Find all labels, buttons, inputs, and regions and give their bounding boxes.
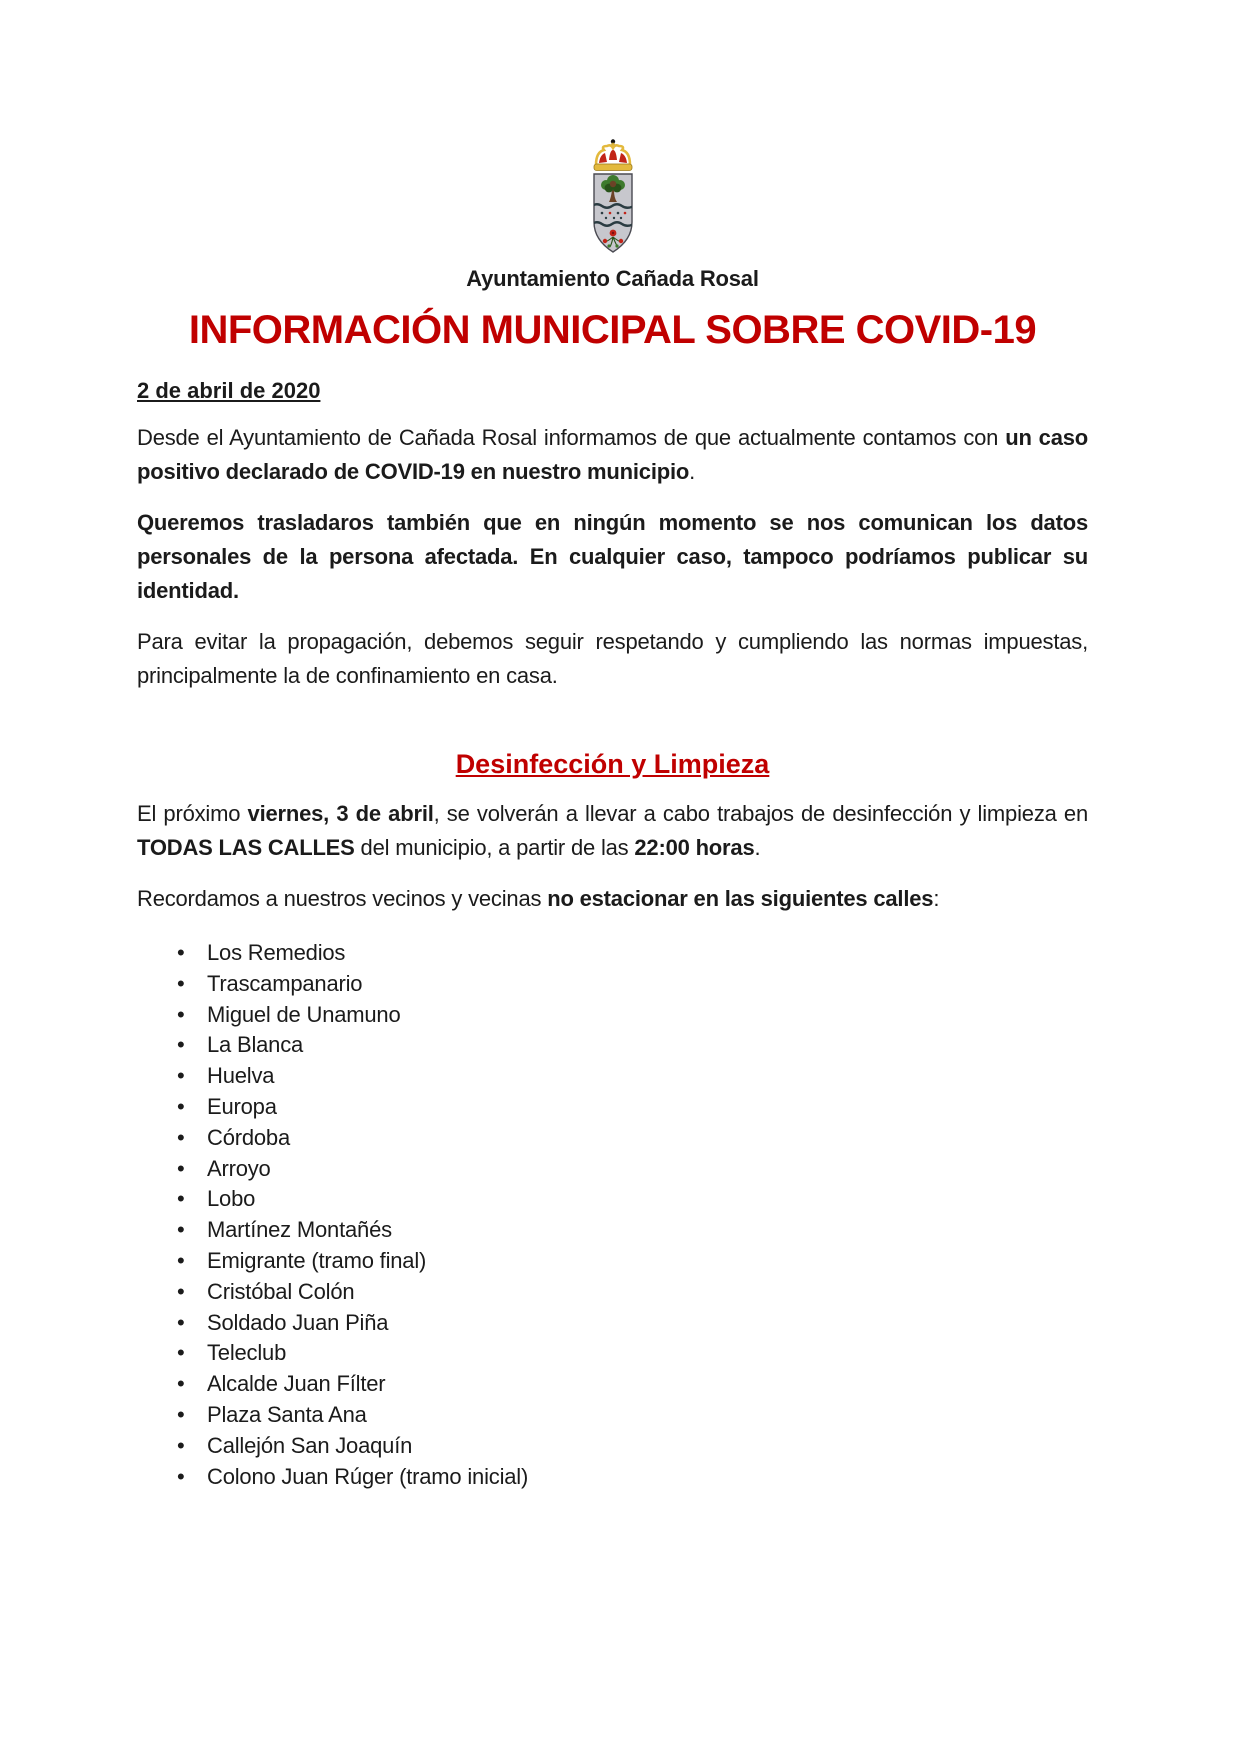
street-name: Colono Juan Rúger (tramo inicial) <box>207 1463 529 1489</box>
coat-of-arms <box>563 138 663 256</box>
document-header <box>137 138 1088 352</box>
streets-list <box>137 938 1088 1492</box>
list-item <box>137 1154 1088 1185</box>
text-run: 22:00 horas <box>634 835 755 860</box>
text-run: Desde el Ayuntamiento de Cañada Rosal informamos de que actualmente contamos con <box>137 425 1006 450</box>
bullet-icon: • <box>177 1001 185 1027</box>
paragraph-confinement-reminder <box>137 625 1088 693</box>
street-name: Miguel de Unamuno <box>207 1001 401 1027</box>
list-item <box>137 1338 1088 1369</box>
org-name: Ayuntamiento Cañada Rosal <box>466 266 759 291</box>
street-name: Los Remedios <box>207 940 346 965</box>
bullet-icon: • <box>177 1278 185 1304</box>
bullet-icon: • <box>177 1371 185 1397</box>
bullet-icon: • <box>177 1032 185 1058</box>
bullet-icon: • <box>177 1063 185 1089</box>
list-item <box>137 1400 1088 1431</box>
bullet-icon: • <box>177 1340 185 1366</box>
list-item <box>137 1092 1088 1123</box>
bullet-icon: • <box>177 1186 185 1212</box>
text-run: . <box>689 459 696 484</box>
list-item <box>137 969 1088 1000</box>
text-run: , se volverán a llevar a cabo trabajos de desinfección y limpieza en <box>433 801 1088 826</box>
list-item <box>137 1462 1088 1493</box>
list-item <box>137 1030 1088 1061</box>
paragraph-case-announcement <box>137 421 1088 489</box>
street-name: Trascampanario <box>207 970 363 996</box>
street-name: Teleclub <box>207 1340 287 1366</box>
list-item <box>137 1246 1088 1277</box>
shield-icon <box>592 174 634 252</box>
section-heading-disinfection: Desinfección y Limpieza <box>455 749 770 779</box>
crown-icon <box>594 139 632 170</box>
bullet-icon: • <box>177 1124 185 1150</box>
list-item <box>137 1184 1088 1215</box>
street-name: Emigrante (tramo final) <box>207 1247 427 1273</box>
document-body <box>137 378 1088 1492</box>
date-line: 2 de abril de 2020 <box>137 378 321 403</box>
street-name: Cristóbal Colón <box>207 1278 355 1304</box>
street-name: Lobo <box>207 1186 256 1212</box>
list-item <box>137 1215 1088 1246</box>
text-run: TODAS LAS CALLES <box>137 835 355 860</box>
list-item <box>137 1308 1088 1339</box>
page-title: INFORMACIÓN MUNICIPAL SOBRE COVID-19 <box>188 308 1037 352</box>
street-name: Arroyo <box>207 1155 271 1181</box>
bullet-icon: • <box>177 1093 185 1119</box>
bullet-icon: • <box>177 1401 185 1427</box>
street-name: Córdoba <box>207 1124 290 1150</box>
bullet-icon: • <box>177 940 185 965</box>
street-name: Martínez Montañés <box>207 1217 392 1243</box>
bullet-icon: • <box>177 1309 185 1335</box>
text-run: . <box>754 835 761 860</box>
bullet-icon: • <box>177 1155 185 1181</box>
list-item <box>137 1369 1088 1400</box>
text-run: : <box>933 886 940 911</box>
text-run: El próximo <box>137 801 248 826</box>
list-item <box>137 1000 1088 1031</box>
list-item <box>137 1061 1088 1092</box>
bullet-icon: • <box>177 1247 185 1273</box>
list-item <box>137 1123 1088 1154</box>
paragraph-disinfection-schedule <box>137 797 1088 865</box>
street-name: Europa <box>207 1093 277 1119</box>
text-run: no estacionar en las siguientes calles <box>547 886 934 911</box>
text-run: Recordamos a nuestros vecinos y vecinas <box>137 886 548 911</box>
list-item <box>137 938 1088 969</box>
street-name: Alcalde Juan Fílter <box>207 1371 386 1397</box>
text-run: Para evitar la propagación, debemos seguir respetando y cumpliendo las normas impuestas, principalmente la de confinamiento en casa. <box>137 629 1088 688</box>
text-run: viernes, 3 de abril <box>247 801 434 826</box>
bullet-icon: • <box>177 970 185 996</box>
bullet-icon: • <box>177 1217 185 1243</box>
paragraph-privacy-notice <box>137 506 1088 608</box>
street-name: La Blanca <box>207 1032 304 1058</box>
bullet-icon: • <box>177 1432 185 1458</box>
street-name: Huelva <box>207 1063 275 1089</box>
list-item <box>137 1277 1088 1308</box>
list-item <box>137 1431 1088 1462</box>
street-name: Plaza Santa Ana <box>207 1401 367 1427</box>
paragraph-no-parking-notice <box>137 882 1088 916</box>
street-name: Callejón San Joaquín <box>207 1432 413 1458</box>
text-run: un caso positivo declarado de COVID-19 en nuestro municipio <box>137 425 1089 484</box>
bullet-icon: • <box>177 1463 185 1489</box>
street-name: Soldado Juan Piña <box>207 1309 389 1335</box>
text-run: del municipio, a partir de las <box>354 835 635 860</box>
text-run: Queremos trasladaros también que en ningún momento se nos comunican los datos personales de la persona afectada. En cualquier caso, tampoco podríamos publicar su identidad. <box>137 510 1088 603</box>
